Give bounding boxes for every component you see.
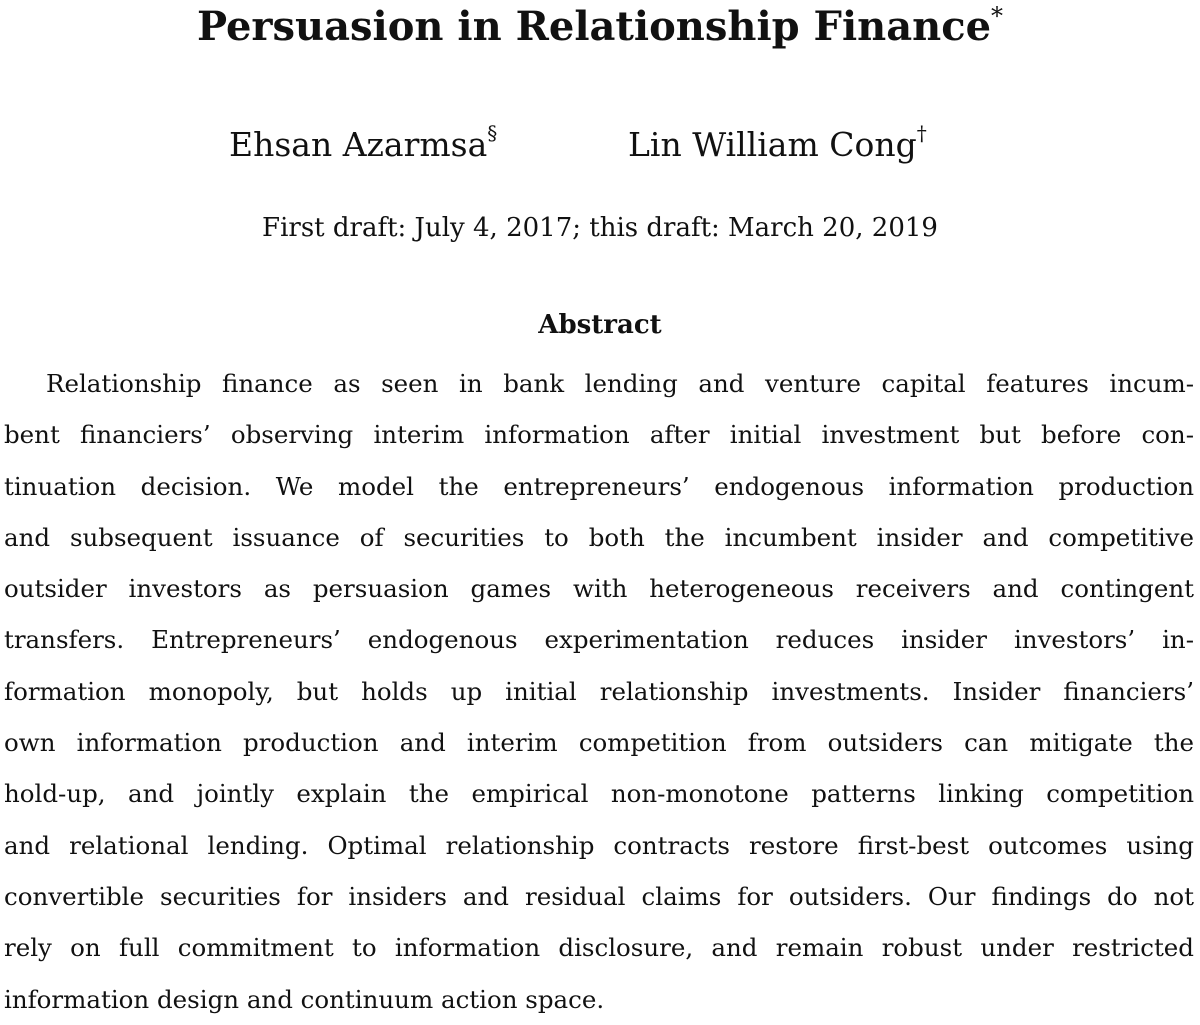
- abstract-line: and relational lending. Optimal relationship contracts restore first-best outcomes using: [4, 830, 1194, 860]
- author-2: [628, 122, 927, 168]
- author-name: Ehsan Azarmsa: [229, 125, 488, 164]
- abstract-line: tinuation decision. We model the entrepreneurs’ endogenous information production: [4, 471, 1194, 501]
- author-name: Lin William Cong: [628, 125, 917, 164]
- abstract-line: outsider investors as persuasion games with heterogeneous receivers and contingent: [4, 574, 1194, 604]
- abstract-line: bent financiers’ observing interim information after initial investment but before con-: [4, 420, 1194, 450]
- author-1: [229, 122, 497, 168]
- abstract-heading: Abstract: [538, 310, 662, 340]
- author-footnote-mark: §: [487, 121, 498, 145]
- title-footnote-mark: *: [991, 2, 1004, 30]
- abstract-line: transfers. Entrepreneurs’ endogenous experimentation reduces insider investors’ in-: [4, 625, 1194, 655]
- abstract-line: Relationship finance as seen in bank lending and venture capital features incum-: [46, 369, 1194, 398]
- abstract-line: formation monopoly, but holds up initial relationship investments. Insider financiers’: [4, 676, 1194, 706]
- abstract-line: convertible securities for insiders and residual claims for outsiders. Our findings do not: [4, 881, 1194, 911]
- author-footnote-mark: †: [916, 121, 927, 145]
- abstract-line: hold-up, and jointly explain the empirical non-monotone patterns linking competition: [4, 779, 1194, 809]
- abstract-line: own information production and interim competition from outsiders can mitigate the: [4, 728, 1194, 758]
- abstract-body: [0, 358, 1200, 1025]
- abstract-line: and subsequent issuance of securities to both the incumbent insider and competitive: [4, 522, 1194, 552]
- paper-title-text: Persuasion in Relationship Finance: [196, 3, 992, 50]
- author-list: [0, 122, 1200, 168]
- paper-title: [0, 2, 1200, 52]
- abstract-line: rely on full commitment to information disclosure, and remain robust under restricted: [4, 933, 1194, 963]
- draft-dates: First draft: July 4, 2017; this draft: March 20, 2019: [262, 213, 938, 243]
- abstract-line: information design and continuum action space.: [4, 984, 605, 1014]
